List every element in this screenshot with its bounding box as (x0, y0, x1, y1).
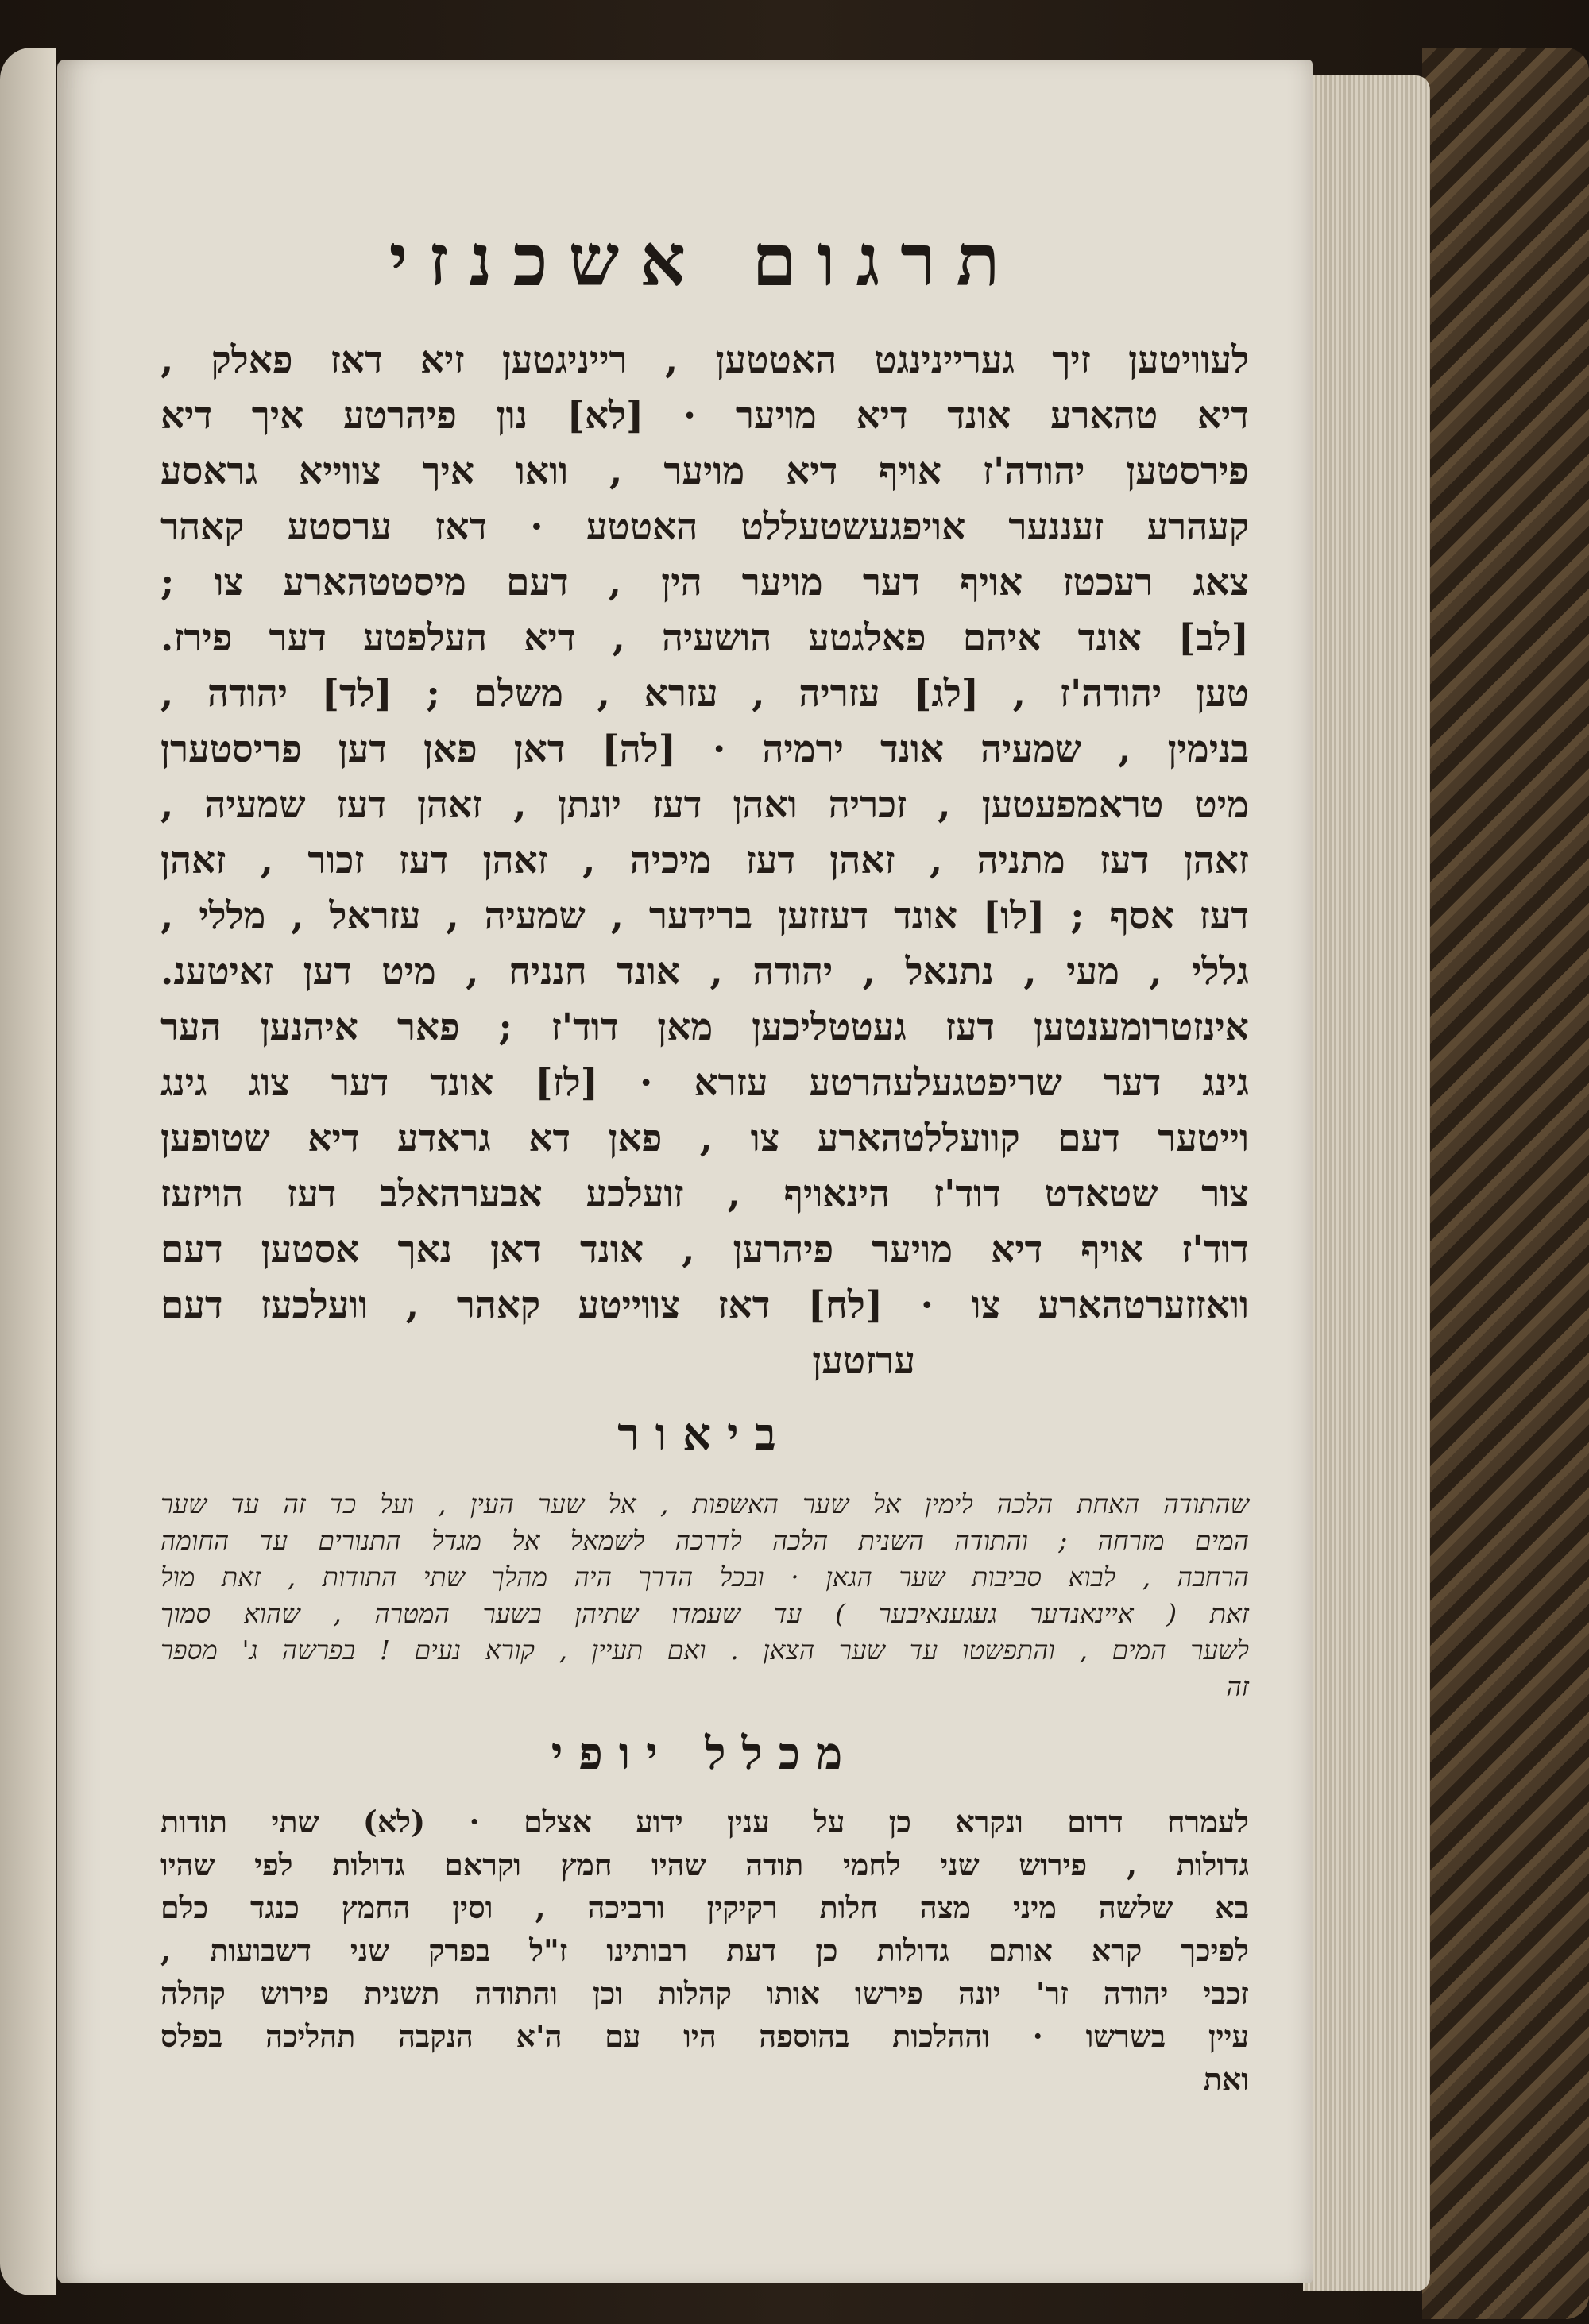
commentary-line: הרחבה , לבוא סביבות שער הגאן · ובכל הדרך היה מהלך שתי התודות , זאת מול (160, 1562, 1249, 1592)
main-line: וואזזערטהארע צו · [לח] דאז צווייטע קאהר , וועלכעז דעם (160, 1284, 1249, 1327)
main-line: צאג רעכטז אויף דער מויער הין , דעם מיסטטהארע צו ; (160, 561, 1249, 604)
main-line: גינג דער שריפטגעלעהרטע עזרא · [לז] אונד דער צוג גינג (160, 1061, 1249, 1105)
main-line: וייטער דעם קוועללטהארע צו , פאן דא גראדע דיא שטופען (160, 1117, 1249, 1160)
main-line: לעוויטען זיך געריינינגט האטטען , רייניגטען זיא דאז פאלק , (160, 338, 1249, 382)
commentary-line: לשער המים , והתפשטו עד שער הצאן . ואם תעיין , קורא נעים ! בפרשה ג' מספר (160, 1635, 1249, 1666)
michlal-yofi-heading: מכלל יופי (551, 1728, 859, 1780)
main-line: מיט טראמפעטען , זכריה ואהן דעז יונתן , זאהן דעז שמעיה , (160, 783, 1249, 827)
commentary-line: בא שלשה מיני מצה חלות רקיקין ורביכה , וסין החמץ כנגד כלם (160, 1890, 1249, 1925)
michlal-yofi-commentary (160, 1801, 1249, 2101)
commentary-line: זכבי יהודה זר' יונה פירשו אותו קהלות וכן והתודה תשנית פירוש קהלה (160, 1975, 1249, 2011)
main-line: דוד'ז אויף דיא מויער פיהרען , אונד דאן נאך אסטען דעם (160, 1228, 1249, 1272)
left-page-edge (0, 48, 56, 2295)
page-title: תרגום אשכנזי (389, 218, 1021, 303)
commentary-line: המים מזרחה ; והתודה השנית הלכה לדרכה לשמאל אל מגדל התנורים עד החומה (160, 1525, 1249, 1556)
commentary-line: גדולות , פירוש שני לחמי תודה שהיו חמץ וקראם גדולות לפי שהיו (160, 1847, 1249, 1882)
main-line: בנימין , שמעיה אונד ירמיה · [לה] דאן פאן דען פריסטערן (160, 728, 1249, 771)
commentary-line: עיין בשרשו · וההלכות בהוספה היו עם ה'א הנקבה תהליכה בפלס (160, 2018, 1249, 2054)
page-content (160, 218, 1249, 2101)
commentary-line: לעמרח דרום ונקרא כן על ענין ידוע אצלם · (לא) שתי תודות (160, 1804, 1249, 1840)
main-line: קעהרע זעננער אויפגעשטעללט האטטע · דאז ערסטע קאהר (160, 505, 1249, 549)
catchword: ואת (1203, 2061, 1249, 2097)
main-line: טען יהודה'ז , [לג] עזריה , עזרא , משלם ; [לד] יהודה , (160, 672, 1249, 716)
main-line: דיא טהארע אונד דיא מויער · [לא] נון פיהרטע איך דיא (160, 394, 1249, 438)
commentary-line: שהתודה האחת הלכה לימין אל שער האשפות , אל שער העין , ועל כד זה עד שער (160, 1488, 1249, 1519)
biur-commentary (160, 1486, 1249, 1705)
main-line: גללי , מעי , נתנאל , יהודה , אונד חנניח , מיט דען זאיטענ. (160, 950, 1249, 994)
main-text (160, 333, 1249, 1389)
main-line: פירסטען יהודה'ז אויף דיא מויער , וואו איך צווייא גראסע (160, 450, 1250, 493)
commentary-line: זאת ( איינאנדער געגענאיבער ) עד שעמדו שתיהן בשער המטרה , שהוא סמוך (160, 1598, 1249, 1629)
commentary-line: זה (1226, 1671, 1249, 1702)
page-edges (1303, 75, 1430, 2291)
main-line: צור שטאדט דוד'ז הינאויף , זועלכע אבערהאלב דעז הויזעז (160, 1172, 1249, 1216)
main-line: [לב] אונד איהם פאלגטע הושעיה , דיא העלפטע דער פירז. (160, 616, 1249, 660)
main-line: אינזטרומענטען דעז געטטליכען מאן דוד'ז ; פאר איהנען הער (160, 1006, 1249, 1049)
catchword: ערזטען (812, 1339, 915, 1383)
commentary-line: לפיכך קרא אותם גדולות כן דעת רבותינו ז"ל בפרק שני דשבועות , (160, 1932, 1249, 1968)
book-binding (1422, 48, 1589, 2319)
biur-heading: ביאור (617, 1408, 792, 1461)
book-page (57, 60, 1313, 2283)
main-line: דעז אסף ; [לו] אונד דעזזען ברידער , שמעיה , עזראל , מללי , (160, 894, 1249, 938)
main-line: זאהן דעז מתניה , זאהן דעז מיכיה , זאהן דעז זכור , זאהן (160, 839, 1249, 882)
